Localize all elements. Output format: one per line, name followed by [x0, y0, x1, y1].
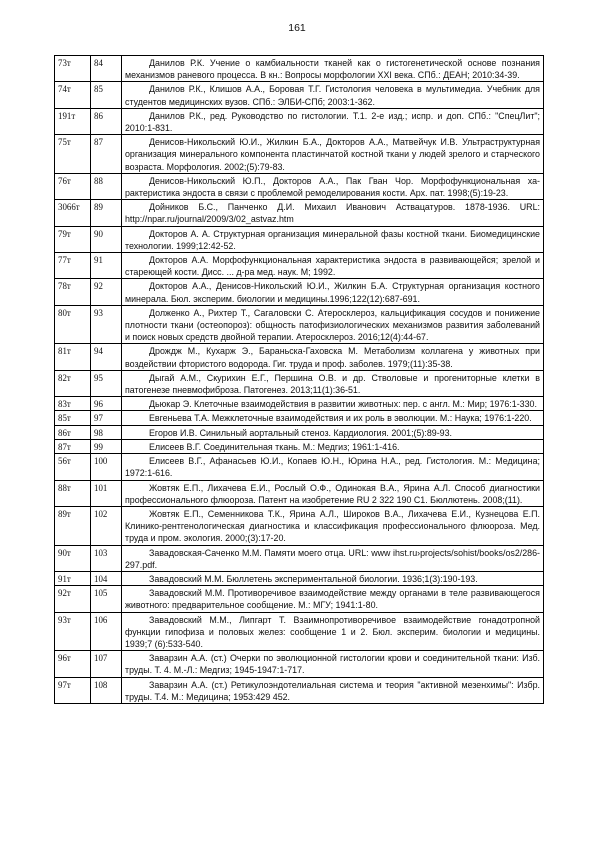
reference-code: 96т — [55, 651, 91, 677]
reference-row — [55, 425, 544, 439]
reference-number: 88 — [91, 173, 122, 199]
reference-text: Заварзин А.А. (ст.) Очерки по эволюционной гистологии крови и соединительной ткани: Изб. труды. Т. 4. М.-Л.: Медгиз; 1945-1947:1-717. — [122, 651, 544, 677]
reference-code: 191т — [55, 108, 91, 134]
reference-table — [54, 55, 544, 704]
reference-text: Жовтяк Е.П., Семенникова Т.К., Ярина А.Л., Широков В.А., Лихачева Е.И., Кузнецова Е.П. Клинико-рентгенологическая диагностика и классификация профессионального флюороза. Мед. труда и пром. экология. 2000;(3):17-20. — [122, 506, 544, 545]
reference-row — [55, 612, 544, 651]
reference-code: 74т — [55, 82, 91, 108]
reference-text: Дойников Б.С., Панченко Д.И. Михаил Иванович Аствацатуров. 1878-1936. URL: http://npar.ru/journal/2009/3/02_astvaz.htm — [122, 200, 544, 226]
reference-code: 89т — [55, 506, 91, 545]
reference-code: 75т — [55, 135, 91, 174]
reference-row — [55, 411, 544, 425]
reference-text: Дыгай А.М., Скурихин Е.Г., Першина О.В. и др. Стволовые и прогениторные клетки в патогенезе пневмофиброза. Патогенез. 2013;11(1):36-51. — [122, 370, 544, 396]
reference-row — [55, 279, 544, 305]
reference-code: 85т — [55, 411, 91, 425]
reference-number: 98 — [91, 425, 122, 439]
reference-row — [55, 506, 544, 545]
reference-code: 79т — [55, 226, 91, 252]
reference-row — [55, 305, 544, 344]
reference-number: 99 — [91, 439, 122, 453]
reference-code: 90т — [55, 545, 91, 571]
reference-text: Дрождж М., Кухарж Э., Бараньска-Гаховска М. Метаболизм коллагена у животных при воздействии фтористого водорода. Гиг. труда и проф. заболев. 1979;(11):35-38. — [122, 344, 544, 370]
reference-number: 103 — [91, 545, 122, 571]
reference-table-body — [55, 56, 544, 704]
reference-row — [55, 82, 544, 108]
reference-text: Евгеньева Т.А. Межклеточные взаимодействия и их роль в эволюции. М.: Наука; 1976:1-220. — [122, 411, 544, 425]
reference-code: 92т — [55, 586, 91, 612]
reference-code: 73т — [55, 56, 91, 82]
reference-row — [55, 200, 544, 226]
reference-number: 87 — [91, 135, 122, 174]
reference-code: 76т — [55, 173, 91, 199]
reference-row — [55, 56, 544, 82]
reference-row — [55, 108, 544, 134]
reference-text: Данилов Р.К., Клишов А.А., Боровая Т.Г. Гистология человека в мультимедиа. Учебник для студентов медицинских вузов. СПб.: ЭЛБИ-СПб; 2003:1-362. — [122, 82, 544, 108]
reference-number: 107 — [91, 651, 122, 677]
reference-code: 80т — [55, 305, 91, 344]
reference-number: 108 — [91, 677, 122, 703]
reference-code: 97т — [55, 677, 91, 703]
reference-number: 100 — [91, 454, 122, 480]
reference-text: Жовтяк Е.П., Лихачева Е.И., Рослый О.Ф., Одинокая В.А., Ярина А.Л. Способ диагностики профессионального флюороза. Патент на изобретение RU 2 322 190 C1. Бюллютень. 2008;(11). — [122, 480, 544, 506]
reference-text: Докторов А.А., Денисов-Никольский Ю.И., Жилкин Б.А. Структурная организация костного минерала. Бюл. эксперим. биологии и медицины.1996;122(12):687-691. — [122, 279, 544, 305]
reference-row — [55, 480, 544, 506]
page-number: 161 — [288, 22, 306, 34]
reference-number: 96 — [91, 397, 122, 411]
reference-code: 86т — [55, 425, 91, 439]
reference-row — [55, 439, 544, 453]
reference-text: Завадовский М.М. Противоречивое взаимодействие между органами в теле развивающегося животного: предварительное сообщение. М.: МГУ; 1941:1-80. — [122, 586, 544, 612]
reference-row — [55, 397, 544, 411]
reference-number: 90 — [91, 226, 122, 252]
reference-text: Данилов Р.К., ред. Руководство по гистологии. Т.1. 2-е изд.; испр. и доп. СПб.: "СпецЛит"; 2010:1-831. — [122, 108, 544, 134]
reference-text: Заварзин А.А. (ст.) Ретикулоэндотелиальная система и теория "активной мезенхимы": Избр. труды. Т.4. М.: Медицина; 1953:429 452. — [122, 677, 544, 703]
reference-row — [55, 344, 544, 370]
reference-number: 92 — [91, 279, 122, 305]
reference-code: 78т — [55, 279, 91, 305]
reference-row — [55, 454, 544, 480]
reference-row — [55, 135, 544, 174]
reference-text: Докторов А.А. Морфофункциональная характеристика эндоста в развивающейся; зрелой и стареющей кости. Дисс. ... д-ра мед. наук. М; 1992. — [122, 253, 544, 279]
reference-number: 86 — [91, 108, 122, 134]
reference-number: 97 — [91, 411, 122, 425]
reference-number: 91 — [91, 253, 122, 279]
reference-code: 81т — [55, 344, 91, 370]
reference-text: Докторов А. А. Структурная организация минеральной фазы костной ткани. Биомедицинские технологии. 1999;12:42-52. — [122, 226, 544, 252]
reference-number: 85 — [91, 82, 122, 108]
reference-row — [55, 571, 544, 585]
reference-row — [55, 586, 544, 612]
reference-number: 106 — [91, 612, 122, 651]
reference-text: Елисеев В.Г., Афанасьев Ю.И., Копаев Ю.Н., Юрина Н.А., ред. Гистология. М.: Медицина; 1972:1-616. — [122, 454, 544, 480]
reference-row — [55, 253, 544, 279]
reference-code: 93т — [55, 612, 91, 651]
reference-text: Завадовский М.М., Липгарт Т. Взаимнопротиворечивое взаимодействие гонадотропной функции гипофиза и половых желез: сообщение 1 и 2. Бюл. эксперим. биологии и медицины. 1939;7 (6):533-540. — [122, 612, 544, 651]
reference-code: 91т — [55, 571, 91, 585]
reference-number: 101 — [91, 480, 122, 506]
reference-number: 102 — [91, 506, 122, 545]
reference-text: Денисов-Никольский Ю.И., Жилкин Б.А., Докторов А.А., Матвейчук И.В. Ультраструктурная организация минерального компонента пластинчатой костной ткани у людей зрелого и старческого возраста. Морфология. 2002;(5):79-83. — [122, 135, 544, 174]
reference-row — [55, 173, 544, 199]
reference-text: Данилов Р.К. Учение о камбиальности тканей как о гистогенетической основе познания механизмов раневого процесса. В кн.: Вопросы морфологии XXI века. СПб.: ДЕАН; 2010:34-39. — [122, 56, 544, 82]
reference-row — [55, 226, 544, 252]
reference-number: 93 — [91, 305, 122, 344]
reference-number: 94 — [91, 344, 122, 370]
reference-row — [55, 370, 544, 396]
reference-text: Егоров И.В. Синильный аортальный стеноз. Кардиология. 2001;(5):89-93. — [122, 425, 544, 439]
reference-text: Долженко А., Рихтер Т., Сагаловски С. Атеросклероз, кальцификация сосудов и понижение плотности ткани (остеопороз): общность патофизиологических механизмов развития заболеваний и поиск новых средств двойной терапии. Атеросклероз. 2016;12(4):44-67. — [122, 305, 544, 344]
reference-number: 95 — [91, 370, 122, 396]
reference-code: 77т — [55, 253, 91, 279]
reference-code: 88т — [55, 480, 91, 506]
reference-number: 84 — [91, 56, 122, 82]
reference-text: Денисов-Никольский Ю.П., Докторов А.А., Пак Гван Чор. Морфофункциональная характеристика эндоста в связи с проблемой ремоделирования кости. Арх. пат. 1998;(5):19-23. — [122, 173, 544, 199]
reference-number: 105 — [91, 586, 122, 612]
reference-code: 83т — [55, 397, 91, 411]
reference-text: Завадовская-Саченко М.М. Памяти моего отца. URL: www ihst.ru›projects/sohist/books/os2/286-297.pdf. — [122, 545, 544, 571]
reference-code: 82т — [55, 370, 91, 396]
reference-code: 3066т — [55, 200, 91, 226]
reference-text: Елисеев В.Г. Соединительная ткань. М.: Медгиз; 1961:1-416. — [122, 439, 544, 453]
reference-text: Завадовский М.М. Бюллетень экспериментальной биологии. 1936;1(3):190-193. — [122, 571, 544, 585]
reference-code: 87т — [55, 439, 91, 453]
reference-row — [55, 677, 544, 703]
reference-number: 104 — [91, 571, 122, 585]
reference-text: Дьюкар Э. Клеточные взаимодействия в развитии животных: пер. с англ. М.: Мир; 1976:1-330. — [122, 397, 544, 411]
reference-code: 56т — [55, 454, 91, 480]
reference-row — [55, 651, 544, 677]
reference-row — [55, 545, 544, 571]
reference-number: 89 — [91, 200, 122, 226]
